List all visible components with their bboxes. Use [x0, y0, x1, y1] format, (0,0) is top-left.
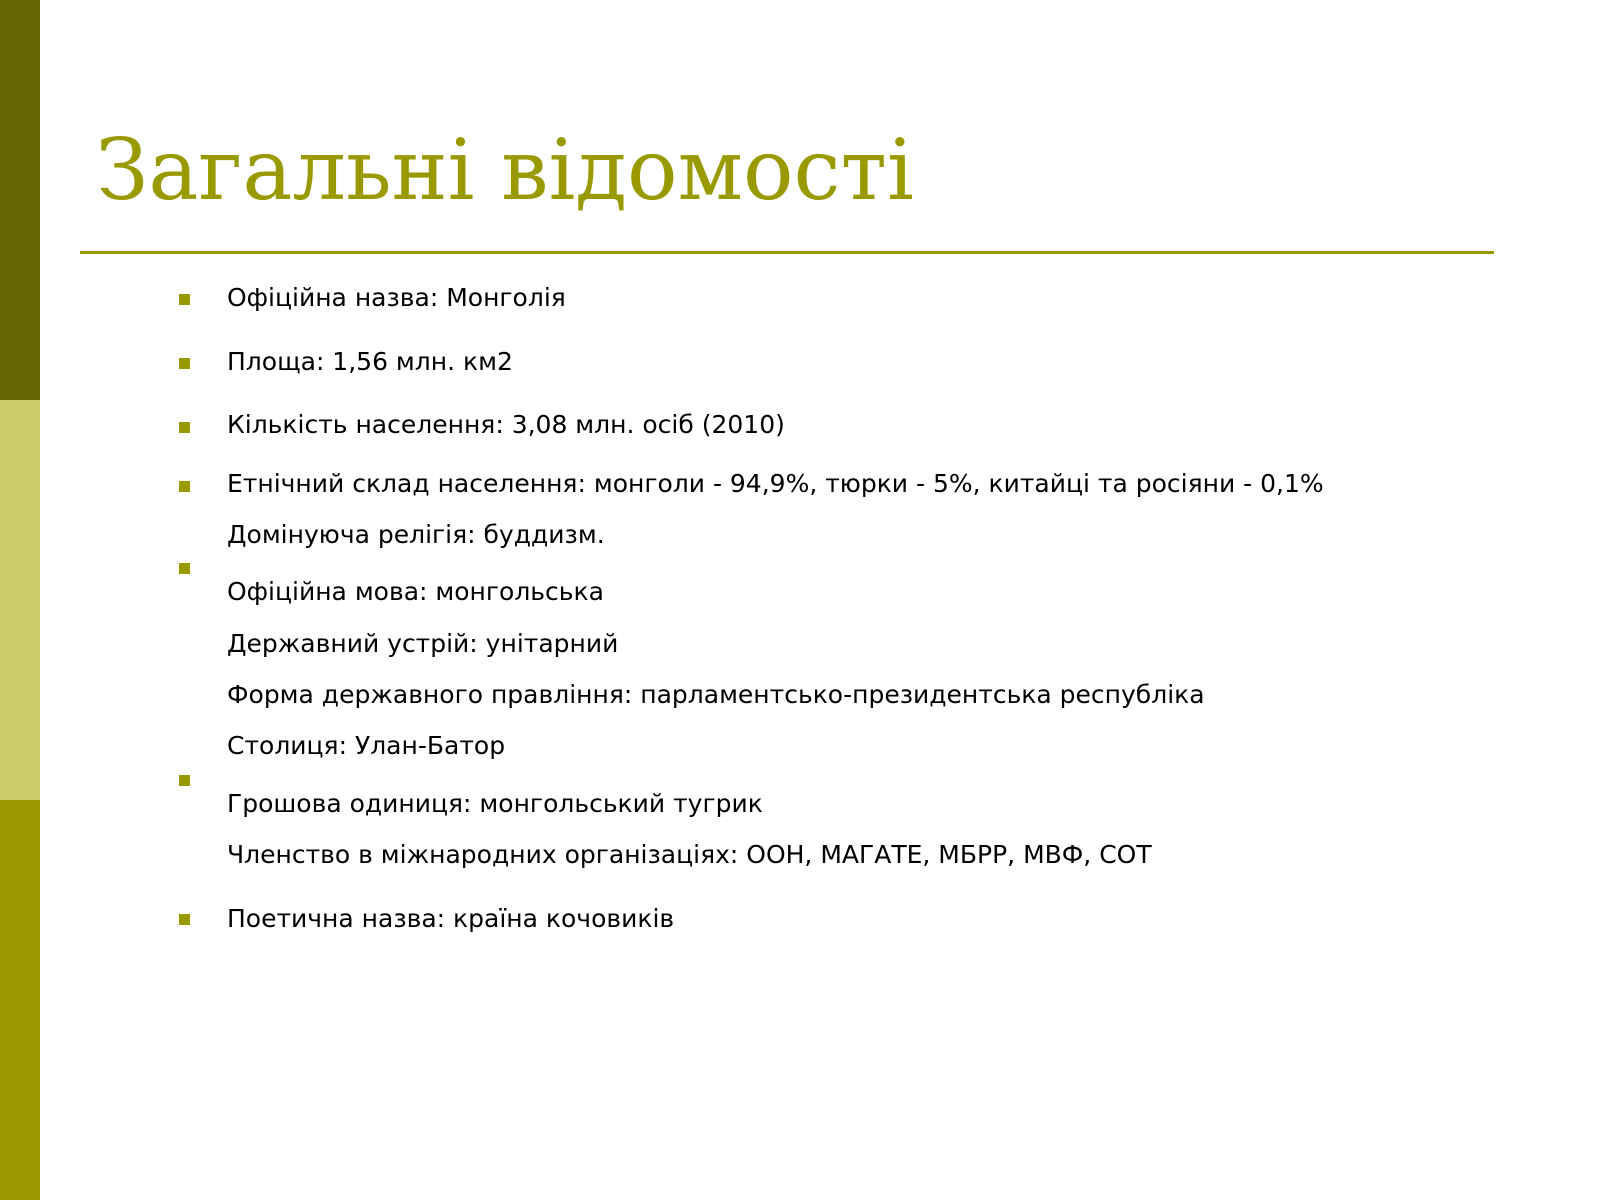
bullet-square-icon [179, 294, 190, 305]
info-line-ethnic-composition: Етнічний склад населення: монголи - 94,9%, тюрки - 5%, китайці та росіяни - 0,1% [227, 469, 1324, 498]
info-line-capital: Столиця: Улан-Батор [227, 731, 506, 760]
info-line-currency: Грошова одиниця: монгольський тугрик [227, 789, 763, 818]
info-line-area: Площа: 1,56 млн. км2 [227, 347, 513, 376]
bullet-square-icon [179, 422, 190, 433]
bullet-square-icon [179, 775, 190, 786]
info-line-government-form: Форма державного правління: парламентсько-президентська республіка [227, 680, 1205, 709]
slide-title: Загальні відомості [96, 121, 914, 219]
info-line-religion: Домінуюча релігія: буддизм. [227, 520, 605, 549]
info-line-state-structure: Державний устрій: унітарний [227, 629, 619, 658]
bullet-square-icon [179, 358, 190, 369]
info-line-memberships: Членство в міжнародних організаціях: ООН, МАГАТЕ, МБРР, МВФ, СОТ [227, 840, 1152, 869]
info-line-poetic-name: Поетична назва: країна кочовиків [227, 904, 675, 933]
title-underline [80, 251, 1494, 254]
info-line-official-name: Офіційна назва: Монголія [227, 283, 566, 312]
info-line-language: Офіційна мова: монгольська [227, 577, 604, 606]
bullet-square-icon [179, 481, 190, 492]
side-bar-light [0, 400, 40, 800]
bullet-square-icon [179, 914, 190, 925]
side-bar-olive [0, 800, 40, 1200]
bullet-square-icon [179, 563, 190, 574]
info-line-population: Кількість населення: 3,08 млн. осіб (2010) [227, 410, 785, 439]
side-bar-dark [0, 0, 40, 400]
